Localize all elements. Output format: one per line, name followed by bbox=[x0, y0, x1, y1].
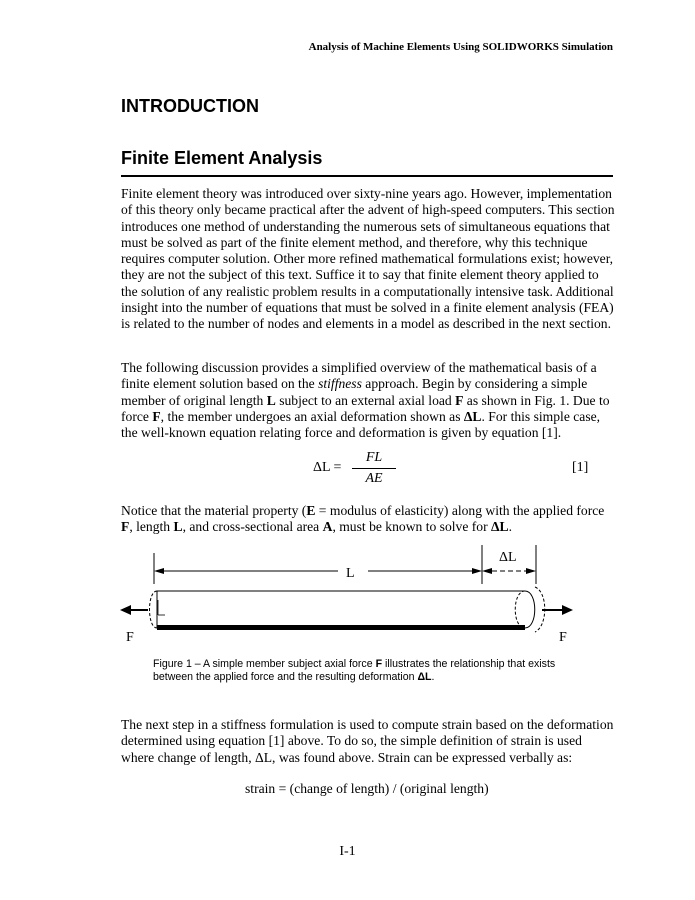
section-rule bbox=[121, 175, 613, 177]
dimension-arrow-mid-out bbox=[482, 568, 492, 574]
paragraph-stiffness-approach: The following discussion provides a simplified overview of the mathematical basis of a finite element solution based on the stiffness approach. Begin by considering a simple member of original length L subject to an external axial load F as shown in Fig. 1. Due to force F, the member undergoes an axial deformation shown as ΔL. For this simple case, the well-known equation relating force and deformation is given by equation [1]. bbox=[121, 360, 610, 441]
running-header: Analysis of Machine Elements Using SOLIDWORKS Simulation bbox=[308, 41, 613, 53]
dimension-arrow-mid-in bbox=[472, 568, 482, 574]
paragraph-strain: The next step in a stiffness formulation is used to compute strain based on the deformation determined using equation [1] above. To do so, the simple definition of strain is used where change of length, ΔL, was found above. Strain can be expressed verbally as: bbox=[121, 717, 614, 765]
member-bar bbox=[150, 587, 545, 632]
section-title: Finite Element Analysis bbox=[121, 148, 323, 168]
force-arrow-right bbox=[542, 605, 573, 615]
force-arrow-left bbox=[120, 605, 148, 615]
dimension-arrow-left bbox=[154, 568, 164, 574]
strain-formula: strain = (change of length) / (original length) bbox=[245, 781, 489, 796]
label-L: L bbox=[346, 566, 355, 581]
figure-1-axial-member bbox=[110, 540, 590, 652]
page-number: I-1 bbox=[339, 844, 356, 859]
stiffness-term: stiffness bbox=[318, 376, 362, 392]
dimension-arrow-right bbox=[526, 568, 536, 574]
label-F-left: F bbox=[126, 630, 134, 645]
equation-lhs: ΔL = bbox=[313, 460, 342, 475]
chapter-title: INTRODUCTION bbox=[121, 96, 259, 116]
fraction-bar bbox=[352, 468, 396, 469]
label-F-right: F bbox=[559, 630, 567, 645]
figure-1-caption: Figure 1 – A simple member subject axial force F illustrates the relationship that exists between the applied force and the resulting deformation ΔL. bbox=[153, 658, 556, 683]
equation-denominator: AE bbox=[365, 471, 383, 486]
label-delta-L: ΔL bbox=[499, 550, 517, 565]
equation-numerator: FL bbox=[365, 450, 383, 465]
equation-number: [1] bbox=[572, 460, 589, 475]
paragraph-fea-intro: Finite element theory was introduced over sixty-nine years ago. However, implementation of this theory only became practical after the advent of high-speed computers. This section introduces one method of understanding the numerous sets of simultaneous equations that must be solved as part of the finite element method, and therefore, why this technique requires computer solution. Other more refined mathematical formulations exist; however, they are not the subject of this text. Suffice it to say that finite element theory applied to the solution of any realistic problem results in a computationally intensive task. Additional insight into the number of equations that must be solved in a finite element analysis (FEA) is related to the number of nodes and elements in a model as described in the next section. bbox=[121, 186, 615, 332]
paragraph-material-property: Notice that the material property (E = modulus of elasticity) along with the applied force F, length L, and cross-sectional area A, must be known to solve for ΔL. bbox=[121, 503, 605, 535]
